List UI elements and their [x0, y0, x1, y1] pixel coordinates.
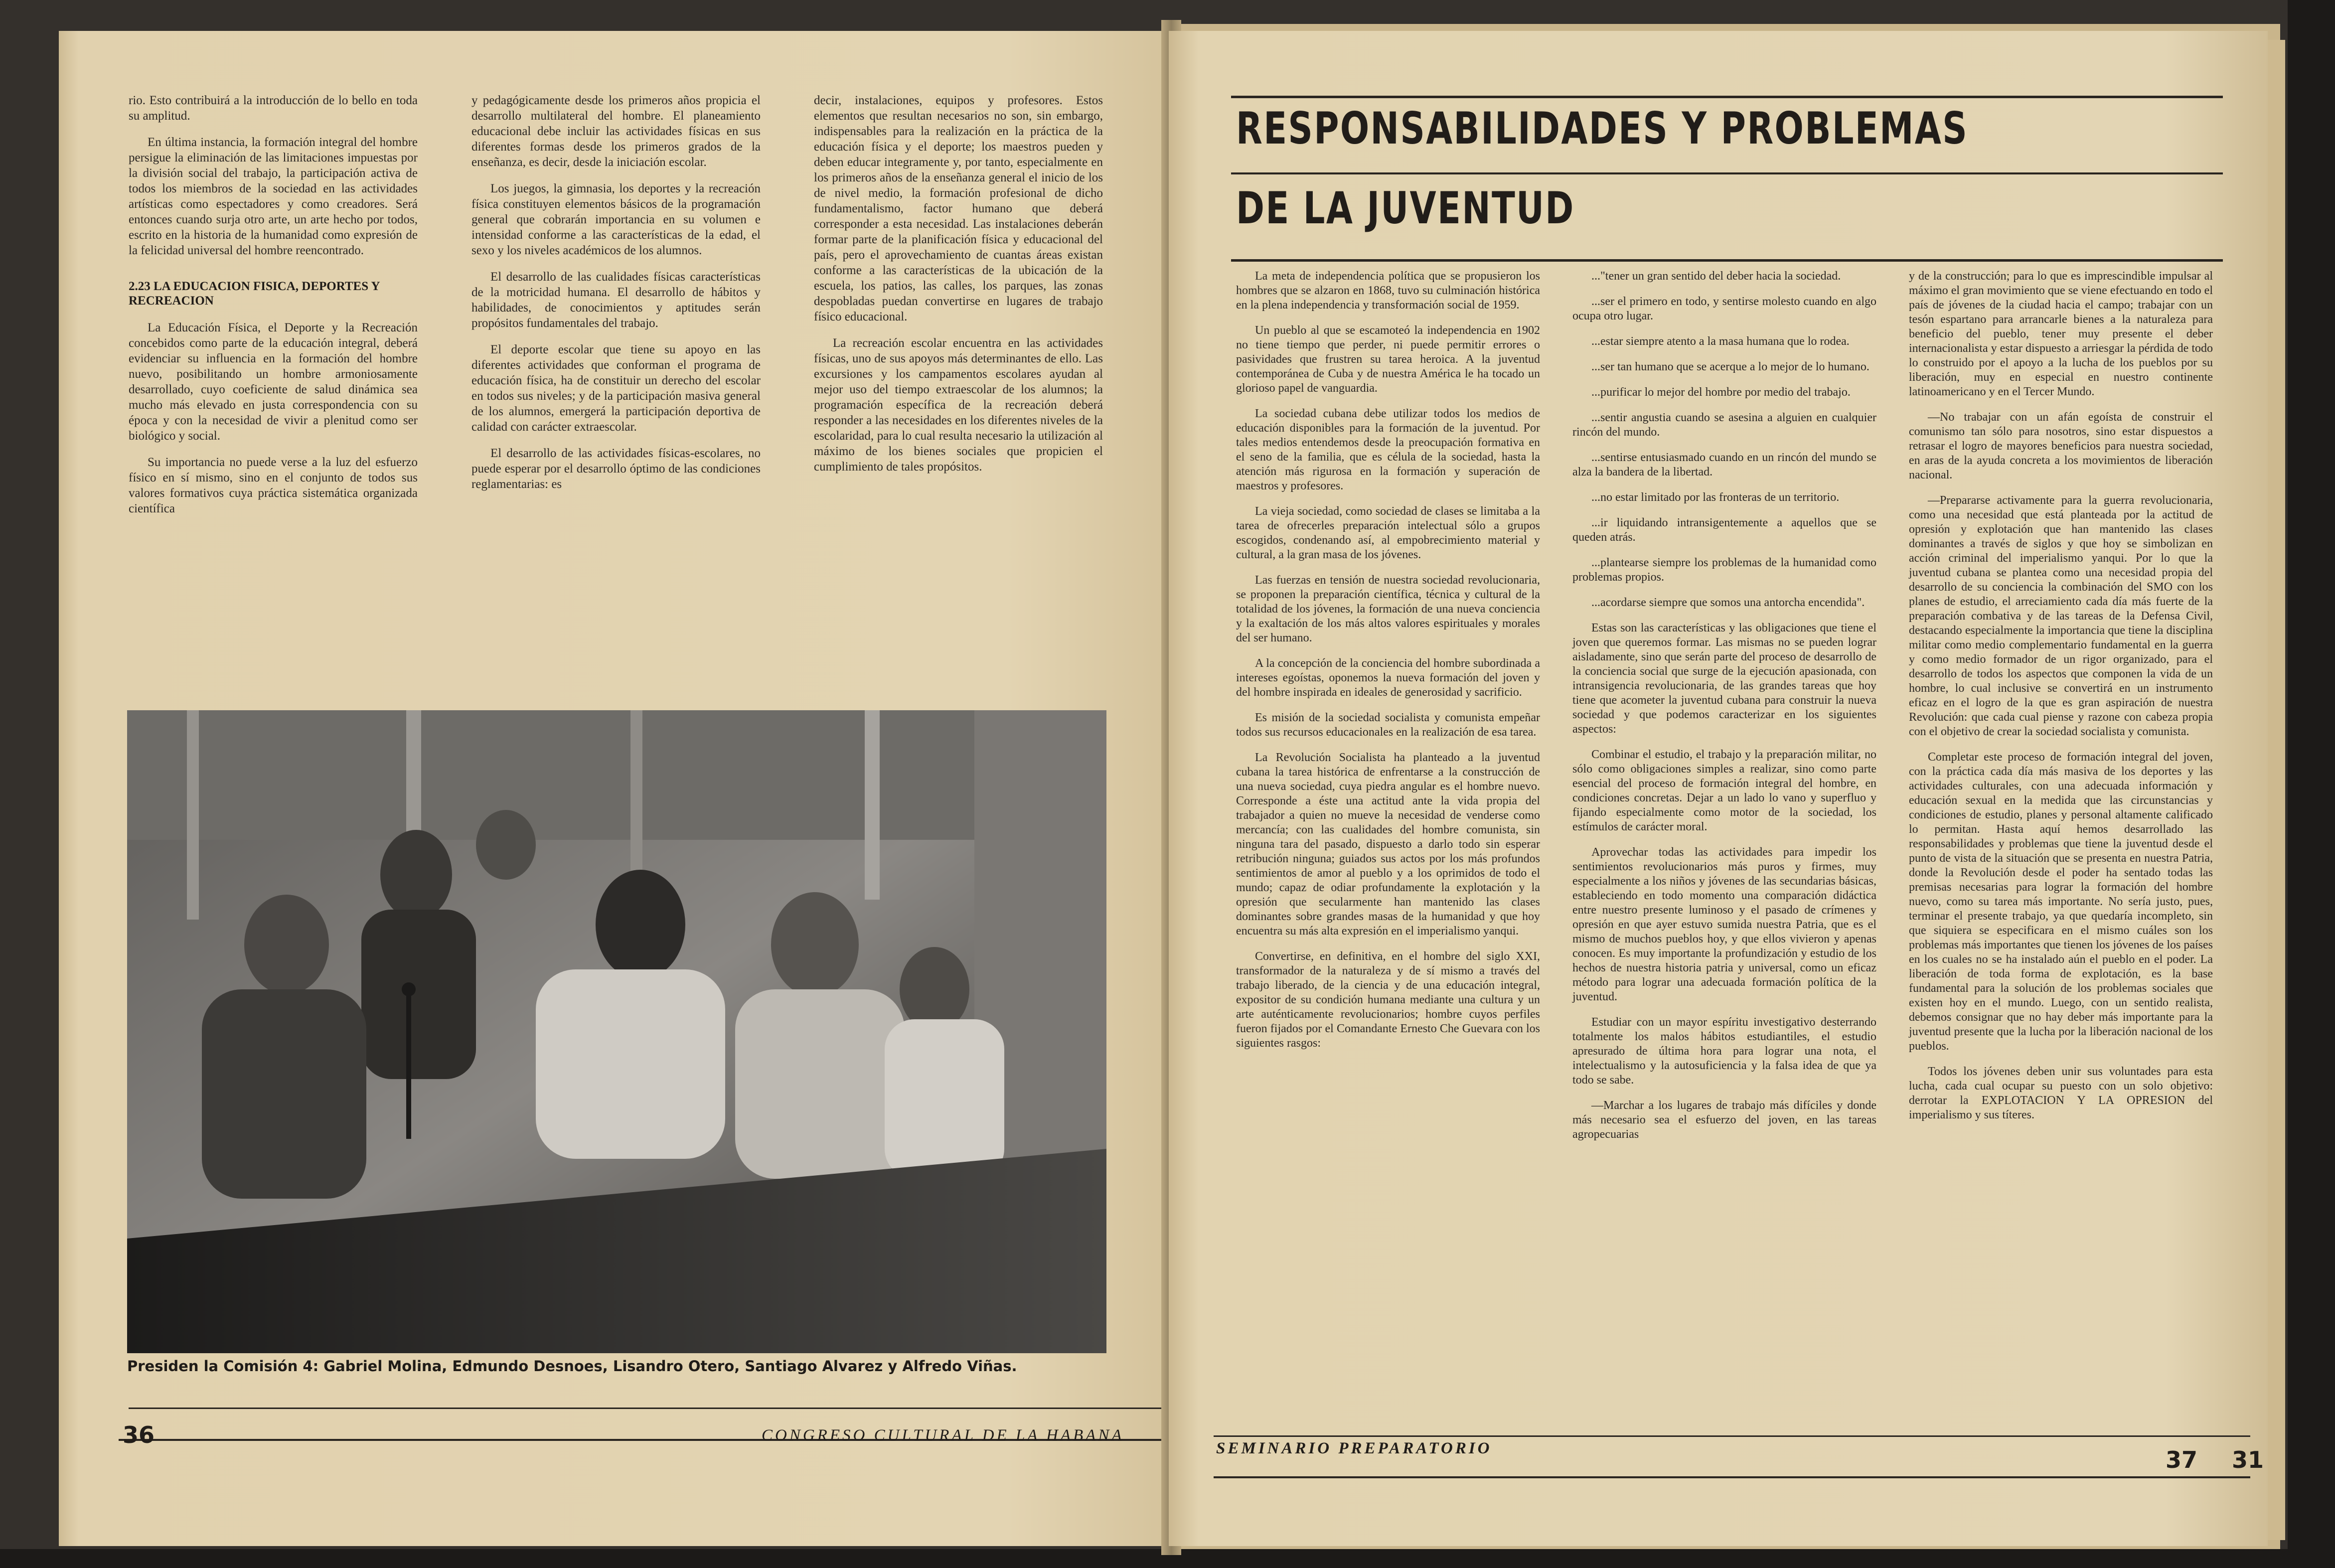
paragraph: rio. Esto contribuirá a la introducción de lo bello en toda su amplitud. — [129, 94, 418, 123]
paragraph: El desarrollo de las actividades físicas-escolares, no puede esperar por el desarrollo óptimo de las condiciones reglamentarias: es — [471, 447, 761, 491]
paragraph: —Prepararse activamente para la guerra revolucionaria, como una necesidad que está planteada por la actitud de opresión y explotación que han mantenido las clases dominantes a través de siglos y que hoy se simbolizan en acción criminal del imperialismo yanqui. Por lo que la juventud cubana se plantea como una necesidad propia del desarrollo de su conciencia la combinación del SMO con los planes de estudio, el arreciamiento cada día más fuerte de la preparación combativa y de las tareas de la Defensa Civil, destacando especialmente la importancia que tiene la disciplina militar como medio complementario fundamental en la guerra y como medio formador de un rigor organizado, para el desarrollo de todos los aspectos que componen la vida de un hombre, lo cual inclusive se convertirá en un instrumento eficaz en el logro de la que es gran aspiración de nuestra Revolución: que cada cual piense y razone con cabeza propia con el objetivo de crear la sociedad socialista y comunista. — [1909, 494, 2213, 738]
paragraph: ...acordarse siempre que somos una antorcha encendida". — [1591, 596, 1865, 609]
paragraph: Los juegos, la gimnasia, los deportes y la recreación física constituyen elementos básicos de la programación general que cobrarán importancia en su volumen e intensidad conforme a las características de la edad, el sexo y los niveles académicos de los alumnos. — [471, 182, 761, 257]
paragraph: —Marchar a los lugares de trabajo más difíciles y donde más necesario sea el esfuerzo del joven, en las tareas agropecuarias — [1572, 1099, 1876, 1141]
article-title-line-1: RESPONSABILIDADES Y PROBLEMAS — [1236, 103, 1969, 154]
footer-rule-top — [129, 1408, 1165, 1409]
left-column-1 — [129, 93, 418, 269]
paragraph: y pedagógicamente desde los primeros años propicia el desarrollo multilateral del hombre. El planeamiento educacional debe incluir las actividades físicas en sus diferentes formas desde los primeros grados de la enseñanza, es decir, desde la iniciación escolar. — [471, 94, 761, 169]
title-rule-top — [1231, 96, 2223, 98]
paragraph: Combinar el estudio, el trabajo y la preparación militar, no sólo como obligaciones simples a realizar, sino como parte esencial del proceso de formación integral del hombre, en condiciones concretas. Dejar a un lado lo vano y superfluo y fijando especialmente como motor de la sociedad, los estímulos de carácter moral. — [1572, 748, 1876, 833]
paragraph: En última instancia, la formación integral del hombre persigue la eliminación de las limitaciones impuestas por la división social del trabajo, la participación activa de todos los miembros de la sociedad en las actividades artísticas como espectadores y como creadores. Será entonces cuando surja otro arte, un arte hecho por todos, escrito en la historia de la humanidad como expresión de la felicidad universal del hombre reencontrado. — [129, 136, 418, 257]
paragraph: decir, instalaciones, equipos y profesores. Estos elementos que resultan necesarios no son, sin embargo, indispensables para la realización en la práctica de la educación física y el deporte; los maestros pueden y deben educar integramente y, por tanto, especialmente en los primeros años de la enseñanza general el inicio de los de nivel medio, la formación profesional de dicho fundamentalismo, factor humano que deberá corresponder a esta necesidad. Las instalaciones deberán formar parte de la planificación física y educacional del país, pero el aprovechamiento de cuantas áreas existan conforme a las características de la ubicación de la escuela, los patios, las calles, los parques, las zonas despobladas puedan convertirse en lugares de trabajo físico educacional. — [814, 94, 1103, 323]
right-page — [1169, 31, 2268, 1546]
commission-photo — [127, 710, 1106, 1353]
right-column-3 — [1909, 269, 2213, 1133]
paragraph: A la concepción de la conciencia del hombre subordinada a intereses egoístas, oponemos la nueva formación del joven y del hombre inspirada en ideales de generosidad y sacrificio. — [1236, 657, 1540, 699]
paragraph: Estas son las características y las obligaciones que tiene el joven que queremos formar. Las mismas no se pueden lograr aisladamente, sino que serán parte del proceso de desarrollo de la conciencia social que surge de la ejecución apasionada, con intransigencia revolucionaria, de las grandes tareas que hoy tiene que acometer la juventud cubana para construir la nueva sociedad y que podemos caracterizar en los siguientes aspectos: — [1572, 622, 1876, 736]
paragraph: Aprovechar todas las actividades para impedir los sentimientos revolucionarios más puros y firmes, muy especialmente a los niños y jóvenes de las secundarias básicas, estableciendo en todo momento una comparación didáctica entre nuestro presente luminoso y el pasado de crímenes y opresión en que ayer estuvo sumida nuestra Patria, que es el mismo de muchos pueblos hoy, y que ellos vivieron y apenas conocen. Es muy importante la profundización y estudio de los hechos de nuestra historia patria y universal, como un eficaz método para lograr una adecuada formación política de la juventud. — [1572, 846, 1876, 1003]
footer-rule — [1214, 1476, 2250, 1478]
paragraph: La meta de independencia política que se propusieron los hombres que se alzaron en 1868, tuvo su culminación histórica en la plena independencia y transformación social de 1959. — [1236, 270, 1540, 312]
paragraph: El deporte escolar que tiene su apoyo en las diferentes actividades que conforman el programa de educación física, ha de constituir un derecho del escolar en todos sus niveles; y de la participación masiva general de los alumnos, emergerá la participación deportiva de calidad con carácter extraescolar. — [471, 343, 761, 434]
paragraph: ...sentirse entusiasmado cuando en un rincón del mundo se alza la bandera de la libertad. — [1572, 451, 1876, 478]
paragraph: Es misión de la sociedad socialista y comunista empeñar todos sus recursos educacionales en la realización de esa tarea. — [1236, 711, 1540, 739]
paragraph: Su importancia no puede verse a la luz del esfuerzo físico en sí mismo, sino en el conjunto de todos sus valores formativos cuya práctica sistemática organizada científica — [129, 456, 418, 515]
paragraph: La vieja sociedad, como sociedad de clases se limitaba a la tarea de ofrecerles preparación intelectual sólo a grupos escogidos, condenando así, al empobrecimiento material y cultural, a la gran masa de los jóvenes. — [1236, 505, 1540, 561]
page-number: 37 — [2166, 1446, 2198, 1473]
paragraph: La sociedad cubana debe utilizar todos los medios de educación disponibles para la formación de la juventud. Por tales medios entendemos desde la preocupación formativa en el seno de la familia, que es célula de la sociedad, hasta la atención más rigurosa en la formación y superación de maestros y profesores. — [1236, 407, 1540, 492]
photo-caption: Presiden la Comisión 4: Gabriel Molina, Edmundo Desnoes, Lisandro Otero, Santiago Alvarez y Alfredo Viñas. — [127, 1358, 1017, 1375]
paragraph: ...ir liquidando intransigentemente a aquellos que se queden atrás. — [1572, 516, 1876, 544]
paragraph: La Revolución Socialista ha planteado a la juventud cubana la tarea histórica de enfrentarse a la construcción de una nueva sociedad, cuya piedra angular es el hombre nuevo. Corresponde a éste una actitud ante la vida propia del trabajador a quien no mueve la necesidad de venderse como mercancía; con las cualidades del hombre comunista, sin ninguna tara del pasado, dispuesto a darlo todo sin esperar retribución ninguna; guiados sus actos por los más profundos sentimientos de amor al pueblo y a los oprimidos de todo el mundo; capaz de odiar profundamente la explotación y la opresión que secularmente han mantenido las clases dominantes sobre grandes masas de la humanidad y que hoy encuentra su más alta expresión en el imperialismo yanqui. — [1236, 751, 1540, 938]
running-footer: SEMINARIO PREPARATORIO — [1216, 1439, 1492, 1457]
paragraph: ...plantearse siempre los problemas de la humanidad como problemas propios. — [1572, 556, 1876, 584]
paragraph: ...sentir angustia cuando se asesina a alguien en cualquier rincón del mundo. — [1572, 411, 1876, 439]
left-column-2 — [471, 93, 761, 503]
paragraph: Las fuerzas en tensión de nuestra sociedad revolucionaria, se proponen la preparación científica, técnica y cultural de la totalidad de los jóvenes, la formación de una nueva conciencia y la exaltación de los más altos valores espirituales y morales del ser humano. — [1236, 574, 1540, 644]
next-page-number-fragment: 31 — [2232, 1446, 2264, 1473]
paragraph: La Educación Física, el Deporte y la Recreación concebidos como parte de la educación integral, deberá evidenciar su influencia en la formación del hombre nuevo, posibilitando un hombre armoniosamente desarrollado, cuyo coeficiente de salud dinámica sea mucho más elevado en justa correspondencia con su época y con la necesidad de vivir a plenitud como ser biológico y social. — [129, 321, 418, 443]
paragraph: ...no estar limitado por las fronteras de un territorio. — [1591, 491, 1840, 504]
left-column-3 — [814, 93, 1103, 485]
right-column-2 — [1572, 269, 1876, 1153]
paragraph: ...ser el primero en todo, y sentirse molesto cuando en algo ocupa otro lugar. — [1572, 295, 1876, 322]
paragraph: ...purificar lo mejor del hombre por medio del trabajo. — [1591, 386, 1851, 399]
paragraph: El desarrollo de las cualidades físicas características de la motricidad humana. El desarrollo de hábitos y habilidades, de conocimientos y aptitudes serán propósitos fundamentales del trabajo. — [471, 270, 761, 330]
paragraph: Un pueblo al que se escamoteó la independencia en 1902 no tiene tiempo que perder, ni puede permitir errores o pasividades que frustren su tarea heroica. A la juventud contemporánea de Cuba y de nuestra América le ha tocado un glorioso papel de vanguardia. — [1236, 324, 1540, 395]
article-title-line-2: DE LA JUVENTUD — [1236, 182, 1575, 234]
footer-rule-top — [1214, 1435, 2250, 1437]
paragraph: ...ser tan humano que se acerque a lo mejor de lo humano. — [1591, 360, 1869, 373]
page-number: 36 — [123, 1421, 155, 1448]
title-rule-bottom — [1231, 259, 2223, 262]
running-footer: CONGRESO CULTURAL DE LA HABANA — [762, 1426, 1124, 1444]
paragraph: y de la construcción; para lo que es imprescindible impulsar al máximo el gran movimiento que se viene efectuando en todo el país de jóvenes de la ciudad hacia el campo; trabajar con un tesón espartano para arrancarle bienes a la naturaleza para beneficio del pueblo, tener muy presente el deber internacionalista y estar dispuesto a arriesgar la pérdida de todo lo construido por el apoyo a la lucha de los pueblos por su liberación, muy en especial en nuestro continente latinoamericano y en el Tercer Mundo. — [1909, 270, 2213, 398]
paragraph: ...estar siempre atento a la masa humana que lo rodea. — [1591, 335, 1850, 348]
paragraph: Todos los jóvenes deben unir sus voluntades para esta lucha, cada cual ocupar su puesto con un solo objetivo: derrotar la EXPLOTACION Y LA OPRESION del imperialismo y sus títeres. — [1909, 1065, 2213, 1121]
right-column-1 — [1236, 269, 1540, 1062]
paragraph: —No trabajar con un afán egoísta de construir el comunismo tan sólo para nosotros, sino estar dispuestos a retrasar el logro de mayores beneficios para nuestra sociedad, en aras de la ayuda concreta a los movimientos de liberación nacional. — [1909, 411, 2213, 481]
left-column-1-continued — [129, 320, 418, 527]
paragraph: Completar este proceso de formación integral del joven, con la práctica cada día más masiva de los deportes y las actividades culturales, con una adecuada información y educación sexual en la medida que las circunstancias y condiciones de estudio, planes y personal altamente calificado lo permitan. Hasta aquí hemos desarrollado las responsabilidades y problemas que tiene la juventud desde el punto de vista de la situación que se presenta en nuestra Patria, donde la Revolución desde el poder ha sentado todas las premisas necesarias para lograr la formación del hombre nuevo, como su tarea más importante. No sería justo, pues, terminar el presente trabajo, ya que quedaría incompleto, sin que siquiera se especificara en el mismo cuáles son los problemas más importantes que tienen los jóvenes de los países en los cuales no se ha instalado aún el pueblo en el poder. La liberación de toda forma de explotación, es la base fundamental para la solución de los problemas sociales que existen hoy en el mundo. Luego, con un sentido realista, debemos consignar que no hay deber más importante para la juventud presente que la lucha por la liberación nacional de los pueblos. — [1909, 751, 2213, 1053]
paragraph: Convertirse, en definitiva, en el hombre del siglo XXI, transformador de la naturaleza y de sí mismo a través del trabajo liberado, de la ciencia y de una educación integral, expositor de su condición humana mediante una cultura y un arte auténticamente revolucionarios; hombre cuyos perfiles fueron fijados por el Comandante Ernesto Che Guevara con los siguientes rasgos: — [1236, 950, 1540, 1050]
scan-ruler-right — [2288, 0, 2335, 1568]
paragraph: Estudiar con un mayor espíritu investigativo desterrando totalmente los malos hábitos estudiantiles, el estudio apresurado de última hora para lograr una nota, el intelectualismo y la autosuficiencia y la falsa idea de que ya todo se sabe. — [1572, 1016, 1876, 1087]
next-page-edge — [2268, 40, 2285, 1540]
title-rule-middle — [1231, 172, 2223, 174]
paragraph: La recreación escolar encuentra en las actividades físicas, uno de sus apoyos más determinantes de ello. Las excursiones y los campamentos escolares ayudan al mejor uso del tiempo extraescolar de los alumnos; la programación específica de la recreación deberá responder a las necesidades en los diferentes niveles de la escolaridad, para lo cual resulta necesario la utilización al máximo de los bienes sociales que propicien el cumplimiento de tales propósitos. — [814, 336, 1103, 473]
section-heading: 2.23 LA EDUCACION FISICA, DEPORTES Y RECREACION — [129, 280, 380, 308]
photo-image — [127, 710, 1106, 1353]
paragraph: ..."tener un gran sentido del deber hacia la sociedad. — [1591, 270, 1841, 283]
